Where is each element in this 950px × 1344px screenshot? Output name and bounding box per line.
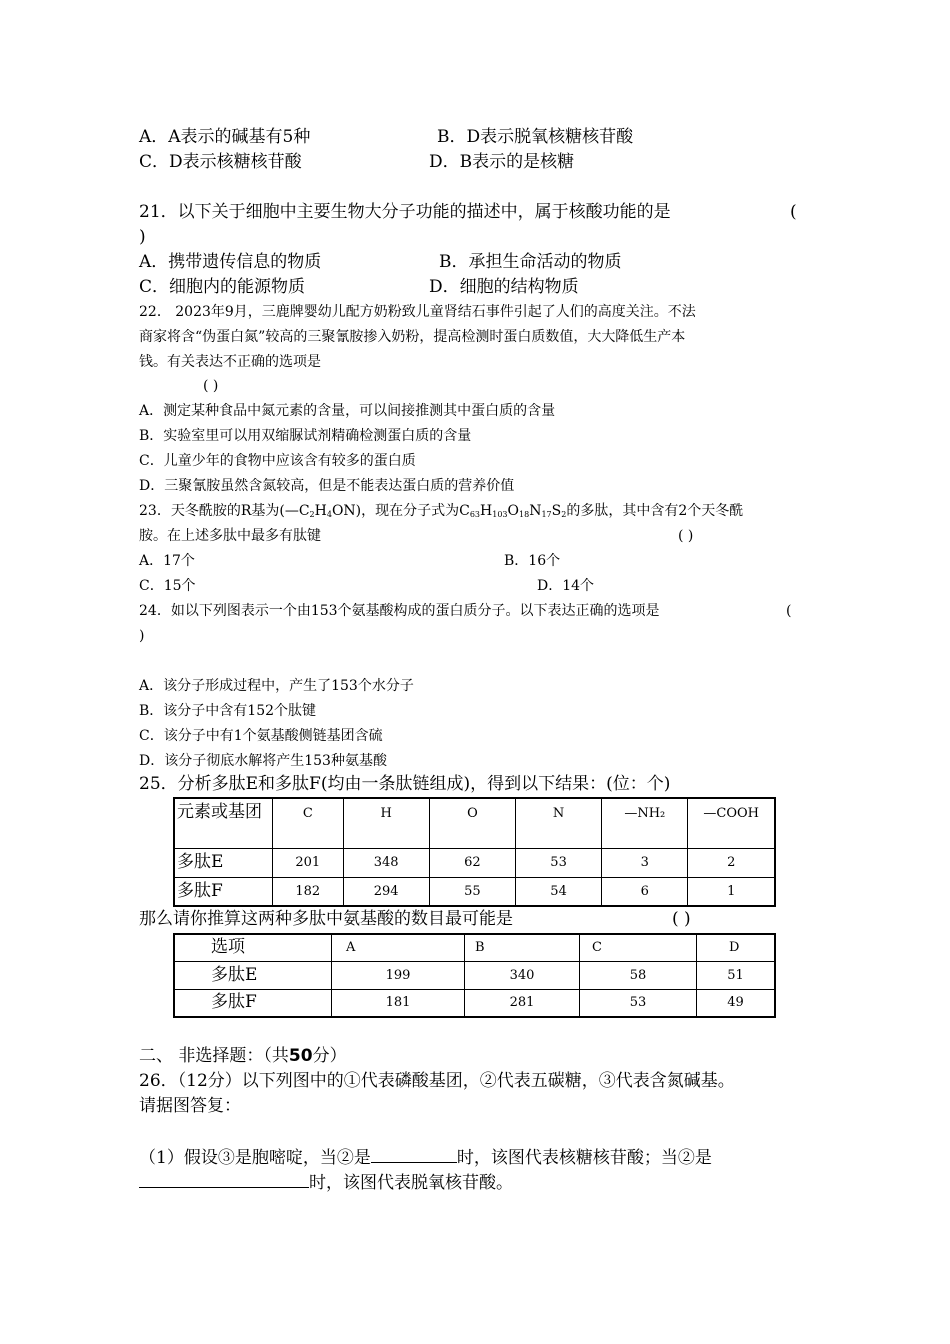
q22-option-c: C．儿童少年的食物中应该含有较多的蛋白质 xyxy=(139,453,416,469)
q23-formula-o-symbol: O xyxy=(507,503,520,519)
table-header-cell: B xyxy=(465,934,580,961)
q23-formula-h: 103 xyxy=(492,510,508,519)
table-header-cell: 元素或基团 xyxy=(174,798,273,848)
q21-stem: 21．以下关于细胞中主要生物大分子功能的描述中，属于核酸功能的是 xyxy=(139,202,671,222)
q21-bracket-open: ( xyxy=(790,202,797,222)
table-cell: 348 xyxy=(343,848,429,877)
table-cell: 2 xyxy=(688,848,775,877)
q23-option-c: C．15个 xyxy=(139,578,196,594)
q21-option-c: C．细胞内的能源物质 xyxy=(139,277,306,297)
q23-r-tail: ON)，现在分子式为C xyxy=(331,503,470,519)
section-2-title-post: 分） xyxy=(312,1046,347,1066)
table-cell: 340 xyxy=(465,961,580,989)
q20-option-c: C．D表示核糖核苷酸 xyxy=(139,152,302,172)
q24-option-a: A．该分子形成过程中，产生了153个水分子 xyxy=(139,678,414,694)
q22-stem-line1: 22． 2023年9月，三鹿牌婴幼儿配方奶粉致儿童肾结石事件引起了人们的高度关注。不法 xyxy=(139,304,696,320)
q21-option-b: B．承担生命活动的物质 xyxy=(439,252,622,272)
q22-option-a: A．测定某种食品中氮元素的含量，可以间接推测其中蛋白质的含量 xyxy=(139,403,556,419)
table-cell: 49 xyxy=(697,989,776,1017)
table-cell: 58 xyxy=(580,961,697,989)
q23-option-b: B．16个 xyxy=(504,553,561,569)
q21-bracket-close: ) xyxy=(139,227,146,247)
table-cell: 201 xyxy=(273,848,343,877)
q25-option-table xyxy=(173,933,776,1018)
q23-r-sub-h: 4 xyxy=(326,510,332,519)
table-header-cell: D xyxy=(697,934,776,961)
q24-bracket-open: ( xyxy=(786,603,792,619)
table-header-cell: C xyxy=(580,934,697,961)
table-cell: 294 xyxy=(343,877,429,906)
table-cell: 199 xyxy=(332,961,465,989)
q26-sub1-line2 xyxy=(139,1173,513,1192)
q23-formula-o: 18 xyxy=(519,510,530,519)
q26-sub1-part2: 时，该图代表核糖核苷酸；当②是 xyxy=(456,1148,712,1168)
table-cell: 1 xyxy=(688,877,775,906)
q20-option-b: B．D表示脱氧核糖核苷酸 xyxy=(437,127,634,147)
section-2-title-pre: 二、 非选择题：（共 xyxy=(139,1046,289,1066)
q20-option-a: A．A表示的碱基有5种 xyxy=(139,127,311,147)
row-label: 多肽F xyxy=(174,877,273,906)
table-header-cell: O xyxy=(429,798,515,848)
q22-option-d: D．三聚氰胺虽然含氮较高，但是不能表达蛋白质的营养价值 xyxy=(139,478,515,494)
row-label: 多肽E xyxy=(174,848,273,877)
q23-formula-s: 2 xyxy=(561,510,567,519)
q23-formula-n: 17 xyxy=(541,510,552,519)
section-2-title xyxy=(139,1048,347,1065)
q23-answer-bracket: ( ) xyxy=(678,528,694,544)
q23-option-d: D．14个 xyxy=(537,578,595,594)
q23-formula-h-symbol: H xyxy=(480,503,493,519)
table-header-cell: —COOH xyxy=(688,798,775,848)
table-header-cell: 选项 xyxy=(174,934,332,961)
q23-formula-c: 63 xyxy=(469,510,481,519)
table-row xyxy=(174,961,775,989)
table-cell: 182 xyxy=(273,877,343,906)
q23-r-h: H xyxy=(314,503,327,519)
table-header-row xyxy=(174,798,775,848)
q20-option-d: D．B表示的是核糖 xyxy=(429,152,575,172)
table-header-cell: N xyxy=(515,798,601,848)
row-label: 多肽F xyxy=(174,989,332,1017)
q25-question: 那么请你推算这两种多肽中氨基酸的数目最可能是 xyxy=(139,909,513,929)
q22-option-b: B．实验室里可以用双缩脲试剂精确检测蛋白质的含量 xyxy=(139,428,472,444)
table-header-cell: A xyxy=(332,934,465,961)
q26-sub1-line1 xyxy=(139,1148,712,1167)
table-cell: 181 xyxy=(332,989,465,1017)
table-row xyxy=(174,989,775,1017)
q24-option-d: D．该分子彻底水解将产生153种氨基酸 xyxy=(139,753,387,769)
q22-stem-line2: 商家将含“伪蛋白氮”较高的三聚氰胺掺入奶粉，提高检测时蛋白质数值，大大降低生产本 xyxy=(139,329,686,345)
table-cell: 53 xyxy=(580,989,697,1017)
q23-text-pre: 23．天冬酰胺的R基为(—C xyxy=(139,503,310,519)
table-header-cell: C xyxy=(273,798,343,848)
table-row xyxy=(174,848,775,877)
q21-option-d: D．细胞的结构物质 xyxy=(429,277,579,297)
q26-stem-line1: 26．（12分）以下列图中的①代表磷酸基团，②代表五碳糖，③代表含氮碱基。 xyxy=(139,1071,735,1091)
row-label: 多肽E xyxy=(174,961,332,989)
q24-option-c: C．该分子中有1个氨基酸侧链基团含硫 xyxy=(139,728,383,744)
q23-formula-n-symbol: N xyxy=(529,503,542,519)
q25-stem: 25．分析多肽E和多肽F(均由一条肽链组成)，得到以下结果：(位：个) xyxy=(139,774,671,794)
table-cell: 281 xyxy=(465,989,580,1017)
q25-answer-bracket: ( ) xyxy=(672,909,691,929)
q24-option-b: B．该分子中含有152个肽键 xyxy=(139,703,317,719)
q23-option-a: A．17个 xyxy=(139,553,195,569)
q24-bracket-close: ) xyxy=(139,628,145,644)
q23-stem-line2: 胺。在上述多肽中最多有肽键 xyxy=(139,528,321,544)
q23-text-post: 的多肽，其中含有2个天冬酰 xyxy=(566,503,744,519)
q26-sub1-part3: 时，该图代表脱氧核苷酸。 xyxy=(309,1173,513,1193)
q23-formula-s-symbol: S xyxy=(551,503,562,519)
q23-r-sub-c: 2 xyxy=(309,510,315,519)
table-header-cell: H xyxy=(343,798,429,848)
q25-element-table xyxy=(173,797,776,907)
q22-stem-line3: 钱。有关表达不正确的选项是 xyxy=(139,354,321,370)
table-row xyxy=(174,877,775,906)
table-cell: 62 xyxy=(429,848,515,877)
section-2-score: 50 xyxy=(288,1046,313,1066)
table-cell: 55 xyxy=(429,877,515,906)
q23-stem-line1 xyxy=(139,504,743,518)
q21-option-a: A．携带遗传信息的物质 xyxy=(139,252,322,272)
table-cell: 54 xyxy=(515,877,601,906)
q26-blank-2[interactable] xyxy=(139,1173,309,1188)
q24-stem: 24．如以下列图表示一个由153个氨基酸构成的蛋白质分子。以下表达正确的选项是 xyxy=(139,603,660,619)
q26-sub1-part1: （1）假设③是胞嘧啶，当②是 xyxy=(139,1148,371,1168)
q26-blank-1[interactable] xyxy=(371,1148,457,1163)
table-cell: 6 xyxy=(602,877,688,906)
q22-answer-bracket: ( ) xyxy=(203,378,219,394)
q26-stem-line2: 请据图答复： xyxy=(139,1096,241,1116)
table-cell: 51 xyxy=(697,961,776,989)
table-cell: 53 xyxy=(515,848,601,877)
table-cell: 3 xyxy=(602,848,688,877)
table-header-row xyxy=(174,934,775,961)
table-header-cell: —NH₂ xyxy=(602,798,688,848)
